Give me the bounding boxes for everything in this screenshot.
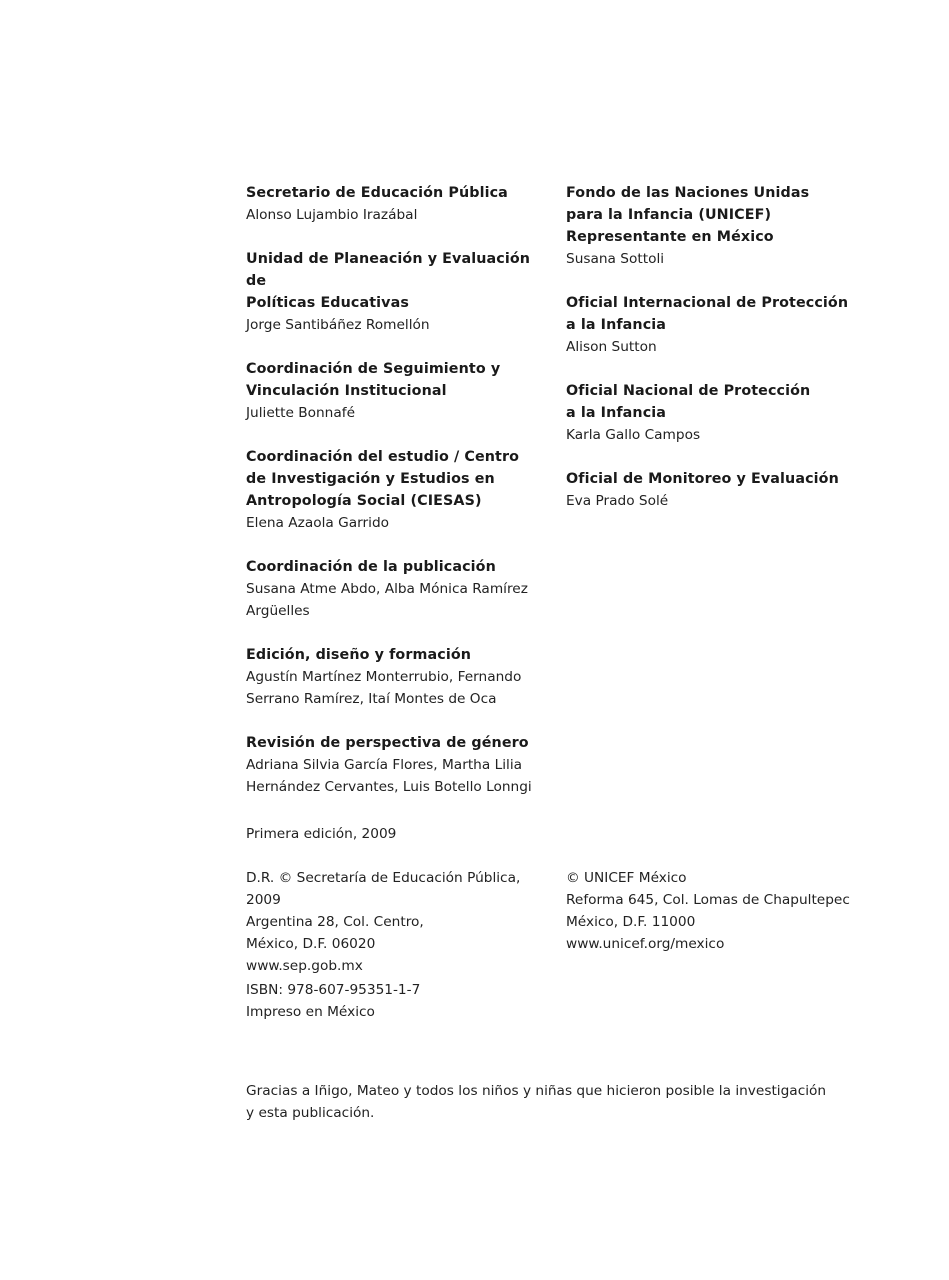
credit-heading: Coordinación del estudio / Centro de Investigación y Estudios en Antropología Social (CIESAS) <box>246 449 520 509</box>
edition-note: Primera edición, 2009 <box>246 826 397 842</box>
credit-name: Alonso Lujambio Irazábal <box>246 207 418 223</box>
credit-heading: Revisión de perspectiva de género <box>246 735 529 751</box>
credit-name: Susana Sottoli <box>566 251 665 267</box>
credit-block-publication <box>246 556 546 622</box>
credit-heading: Edición, diseño y formación <box>246 647 472 663</box>
credit-block-planning-unit <box>246 248 546 336</box>
isbn-note: ISBN: 978-607-95351-1-7 Impreso en México <box>246 982 421 1020</box>
credit-block-gender-review <box>246 732 546 798</box>
credit-name: Alison Sutton <box>566 339 657 355</box>
credit-heading: Fondo de las Naciones Unidas para la Infancia (UNICEF) Representante en México <box>566 185 810 245</box>
credit-name: Susana Atme Abdo, Alba Mónica Ramírez Argüelles <box>246 581 528 619</box>
credit-name: Elena Azaola Garrido <box>246 515 390 531</box>
credit-block-follow-up <box>246 358 546 424</box>
credit-heading: Unidad de Planeación y Evaluación de Políticas Educativas <box>246 251 531 311</box>
credit-heading: Oficial Nacional de Protección a la Infancia <box>566 383 811 421</box>
acknowledgement: Gracias a Iñigo, Mateo y todos los niños y niñas que hicieron posible la investigación y esta publicación. <box>246 1083 827 1121</box>
sep-copyright: D.R. © Secretaría de Educación Pública, 2009 Argentina 28, Col. Centro, México, D.F. 06020 www.sep.gob.mx <box>246 870 521 974</box>
credit-block-international-protection <box>566 292 866 358</box>
credit-name: Jorge Santibáñez Romellón <box>246 317 430 333</box>
credit-name: Karla Gallo Campos <box>566 427 701 443</box>
credit-heading: Coordinación de la publicación <box>246 559 496 575</box>
unicef-copyright: © UNICEF México Reforma 645, Col. Lomas de Chapultepec México, D.F. 11000 www.unicef.org/mexico <box>566 870 850 952</box>
credit-block-editing <box>246 644 546 710</box>
credit-heading: Secretario de Educación Pública <box>246 185 508 201</box>
credit-block-secretary <box>246 182 546 226</box>
credit-block-unicef-representative <box>566 182 866 270</box>
credits-right-column <box>566 182 866 534</box>
credit-name: Juliette Bonnafé <box>246 405 355 421</box>
credit-name: Adriana Silvia García Flores, Martha Lilia Hernández Cervantes, Luis Botello Lonngi <box>246 757 532 795</box>
credit-heading: Oficial Internacional de Protección a la Infancia <box>566 295 849 333</box>
credit-heading: Oficial de Monitoreo y Evaluación <box>566 471 839 487</box>
credit-block-monitoring <box>566 468 866 512</box>
credit-block-study-coordination <box>246 446 546 534</box>
credit-name: Eva Prado Solé <box>566 493 669 509</box>
credit-name: Agustín Martínez Monterrubio, Fernando Serrano Ramírez, Itaí Montes de Oca <box>246 669 522 707</box>
credits-left-column <box>246 182 546 820</box>
credit-heading: Coordinación de Seguimiento y Vinculación Institucional <box>246 361 501 399</box>
credit-block-national-protection <box>566 380 866 446</box>
